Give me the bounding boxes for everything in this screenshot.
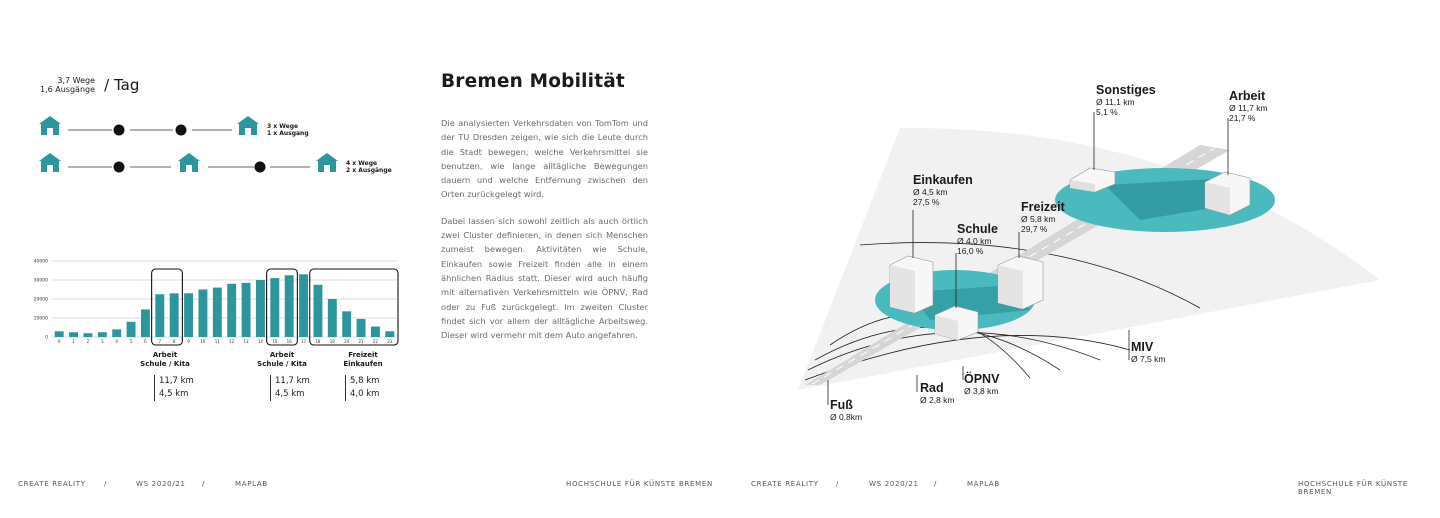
footer-lab: MAPLAB — [235, 480, 268, 488]
x-tick-label: 13 — [243, 339, 249, 344]
x-tick-label: 10 — [200, 339, 206, 344]
footer-school: HOCHSCHULE FÜR KÜNSTE BREMEN — [1298, 480, 1409, 496]
x-tick-label: 6 — [144, 339, 147, 344]
home-icon — [39, 116, 61, 135]
x-tick-label: 7 — [158, 339, 162, 344]
mode-oepnv: ÖPNV Ø 3,8 km — [964, 372, 1000, 396]
x-tick-label: 17 — [301, 339, 307, 344]
bar-hour-8 — [170, 293, 179, 337]
bar-hour-5 — [127, 322, 136, 337]
x-tick-label: 8 — [172, 339, 176, 344]
x-tick-label: 15 — [272, 339, 278, 344]
x-tick-label: 23 — [387, 339, 393, 344]
bar-hour-22 — [371, 327, 380, 337]
hourly-trips-chart — [30, 255, 405, 355]
footer-lab: MAPLAB — [967, 480, 1000, 488]
trip-schematic — [36, 112, 236, 182]
x-tick-label: 11 — [214, 339, 220, 344]
y-tick-label: 40000 — [33, 259, 48, 265]
bar-hour-23 — [385, 331, 394, 337]
bar-hour-0 — [55, 331, 64, 337]
x-tick-label: 3 — [101, 339, 104, 344]
x-tick-label: 20 — [344, 339, 350, 344]
bar-hour-1 — [69, 332, 78, 337]
y-tick-label: 10000 — [33, 316, 48, 322]
footer-separator: / — [202, 480, 206, 488]
bar-hour-15 — [270, 278, 279, 337]
bar-hour-4 — [112, 329, 121, 337]
trip-row-2 — [39, 153, 236, 173]
radius-fan — [798, 128, 1380, 390]
x-tick-label: 5 — [129, 339, 133, 344]
x-tick-label: 16 — [286, 339, 292, 344]
article-paragraph: Dabei lassen sich sowohl zeitlich als auch örtlich zwei Cluster definieren, in denen sich Menschen zumeist bewegen. Aktivitäten wie Schule, Einkaufen sowie Freizeit finden alle in einem ähnlichen Radius statt. Dieser wird auch häufig mit alternativen Verkehrsmitteln wie ÖPNV, Rad oder zu Fuß zurückgelegt. Im zweiten Cluster findet sich vor allem der alltägliche Arbeitsweg. Dieser wird vermehr mit dem Auto angefahren. — [441, 215, 648, 341]
bar-hour-11 — [213, 288, 222, 337]
footer-project: CREATE REALITY — [18, 480, 86, 488]
bar-hour-12 — [227, 284, 236, 337]
y-tick-label: 30000 — [33, 278, 48, 284]
trip-example-1: 3 x Wege 1 x Ausgang — [267, 123, 309, 137]
y-tick-label: 0 — [45, 335, 48, 341]
mode-miv: MIV Ø 7,5 km — [1131, 340, 1166, 364]
building-freizeit — [998, 256, 1043, 309]
y-tick-label: 20000 — [33, 297, 48, 303]
mode-rad: Rad Ø 2,8 km — [920, 381, 955, 405]
bar-hour-2 — [83, 333, 92, 337]
x-tick-label: 12 — [229, 339, 235, 344]
bar-hour-3 — [98, 332, 107, 337]
home-icon — [178, 153, 200, 172]
wege-count: 3,7 Wege — [57, 75, 96, 85]
destination-einkaufen: Einkaufen Ø 4,5 km 27,5 % — [913, 173, 973, 207]
footer-project: CREATE REALITY — [751, 480, 819, 488]
destination-sonstiges: Sonstiges Ø 11,1 km 5,1 % — [1096, 83, 1156, 117]
stop-dot — [114, 162, 125, 173]
stop-dot — [114, 125, 125, 136]
x-tick-label: 18 — [315, 339, 321, 344]
trips-per-day — [40, 74, 139, 94]
x-tick-label: 0 — [57, 339, 61, 344]
destination-schule: Schule Ø 4,0 km 16,0 % — [957, 222, 998, 256]
cluster-label-evening: Freizeit Einkaufen — [343, 351, 383, 368]
bar-hour-7 — [155, 294, 164, 337]
bar-hour-20 — [342, 311, 351, 337]
home-icon — [39, 153, 61, 172]
x-tick-label: 1 — [72, 339, 75, 344]
ausgaenge-count: 1,6 Ausgänge — [40, 84, 96, 94]
footer-separator: / — [934, 480, 938, 488]
x-tick-label: 21 — [358, 339, 364, 344]
trip-row-1 — [39, 116, 232, 136]
x-tick-label: 4 — [115, 339, 118, 344]
footer-school: HOCHSCHULE FÜR KÜNSTE BREMEN — [566, 480, 713, 488]
bar-hour-16 — [285, 275, 294, 337]
x-tick-label: 22 — [372, 339, 378, 344]
mobility-map-illustration — [760, 60, 1420, 440]
trip-example-2: 4 x Wege 2 x Ausgänge — [346, 160, 392, 174]
stop-dot — [176, 125, 187, 136]
per-day-label: / Tag — [104, 75, 140, 94]
cluster-distances-afternoon: 11,7 km 4,5 km — [270, 375, 310, 401]
mode-fuss: Fuß Ø 0,8km — [830, 398, 863, 422]
x-tick-label: 19 — [329, 339, 335, 344]
bar-hour-19 — [328, 299, 337, 337]
bar-hour-9 — [184, 293, 193, 337]
bar-hour-18 — [313, 285, 322, 337]
x-tick-label: 2 — [86, 339, 90, 344]
building-arbeit — [1205, 172, 1250, 215]
x-tick-label: 14 — [257, 339, 263, 344]
bar-hour-13 — [242, 283, 251, 337]
x-tick-label: 9 — [187, 339, 190, 344]
bar-hour-21 — [357, 319, 366, 337]
destination-freizeit: Freizeit Ø 5,8 km 29,7 % — [1021, 200, 1065, 234]
destination-arbeit: Arbeit Ø 11,7 km 21,7 % — [1229, 89, 1268, 123]
page-title: Bremen Mobilität — [441, 71, 625, 92]
cluster-label-morning: Arbeit Schule / Kita — [140, 351, 190, 368]
bar-hour-17 — [299, 274, 308, 337]
cluster-distances-morning: 11,7 km 4,5 km — [154, 375, 194, 401]
bar-hour-6 — [141, 309, 150, 337]
cluster-distances-evening: 5,8 km 4,0 km — [345, 375, 379, 401]
footer-separator: / — [836, 480, 840, 488]
cluster-label-afternoon: Arbeit Schule / Kita — [257, 351, 307, 368]
building-einkaufen — [890, 256, 933, 313]
highlight-box-2 — [310, 269, 398, 345]
footer-semester: WS 2020/21 — [869, 480, 919, 488]
article-paragraph: Die analysierten Verkehrsdaten von TomTom und der TU Dresden zeigen, wie sich die Leute durch die Stadt bewegen, welche Verkehrsmittel sie benutzen, wie lange alltägliche Bewegungen dauern und welche Entfernung zwischen den Orten zurückgelegt wird. — [441, 118, 648, 200]
article-body — [441, 116, 648, 354]
footer-semester: WS 2020/21 — [136, 480, 186, 488]
footer-separator: / — [104, 480, 108, 488]
bar-hour-10 — [198, 290, 207, 338]
bar-hour-14 — [256, 280, 265, 337]
